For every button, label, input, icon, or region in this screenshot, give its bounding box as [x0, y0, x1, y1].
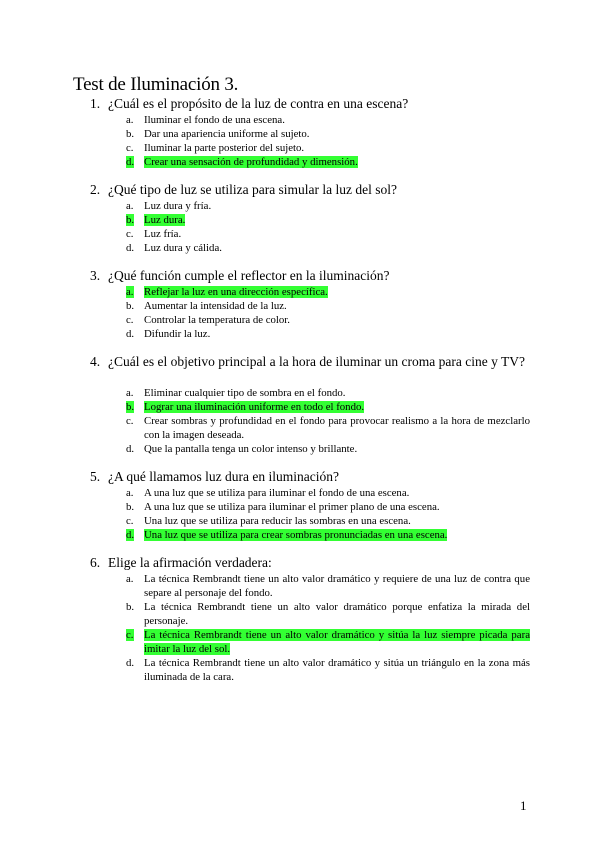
answer-options: [126, 486, 530, 542]
answer-option-2-b: [126, 213, 530, 227]
answer-option-5-a: [126, 486, 530, 500]
answer-option-4-a: [126, 386, 530, 400]
option-letter: b.: [126, 501, 135, 513]
option-letter: b.: [126, 128, 135, 140]
answer-options: [126, 199, 530, 255]
option-letter: a.: [126, 114, 134, 126]
answer-option-1-a: [126, 113, 530, 127]
answer-option-5-c: [126, 514, 530, 528]
answer-options: [126, 386, 530, 456]
option-text: Una luz que se utiliza para reducir las sombras en una escena.: [144, 515, 411, 527]
option-text: Que la pantalla tenga un color intenso y brillante.: [144, 443, 358, 455]
answer-option-1-c: [126, 141, 530, 155]
answer-option-5-d: [126, 528, 530, 542]
answer-option-6-d: [126, 656, 530, 684]
answer-option-4-d: [126, 442, 530, 456]
option-text: Controlar la temperatura de color.: [144, 314, 291, 326]
correct-answer-highlight: La técnica Rembrandt tiene un alto valor dramático y sitúa la luz siempre picada para imitar la luz del sol.: [144, 629, 530, 655]
option-text: Luz fría.: [144, 228, 182, 240]
answer-options: [126, 572, 530, 684]
answer-option-3-d: [126, 327, 530, 341]
option-letter: c.: [126, 314, 134, 326]
answer-option-5-b: [126, 500, 530, 514]
question-text: ¿Cuál es el objetivo principal a la hora de iluminar un croma para cine y TV?: [108, 354, 525, 369]
question-text: Elige la afirmación verdadera:: [108, 555, 272, 570]
option-letter: b.: [126, 300, 135, 312]
answer-option-3-b: [126, 299, 530, 313]
correct-answer-highlight: Luz dura.: [144, 214, 186, 226]
option-letter: b.: [126, 601, 135, 613]
option-text: Luz dura y fría.: [144, 200, 212, 212]
question-text: ¿Qué función cumple el reflector en la iluminación?: [108, 268, 390, 283]
correct-answer-text: [144, 213, 530, 227]
question-number: 3.: [90, 268, 101, 283]
correct-letter-highlight: b.: [126, 214, 135, 226]
question-number: 5.: [90, 469, 101, 484]
option-letter: [126, 285, 140, 299]
option-text: Aumentar la intensidad de la luz.: [144, 300, 287, 312]
question-text: ¿Qué tipo de luz se utiliza para simular la luz del sol?: [108, 182, 398, 197]
correct-letter-highlight: c.: [126, 629, 134, 641]
correct-letter-highlight: d.: [126, 156, 135, 168]
option-text: La técnica Rembrandt tiene un alto valor dramático y sitúa un triángulo en la zona más iluminada de la cara.: [144, 657, 530, 683]
option-text: Dar una apariencia uniforme al sujeto.: [144, 128, 310, 140]
correct-letter-highlight: b.: [126, 401, 135, 413]
option-letter: [126, 528, 140, 542]
correct-answer-text: [144, 285, 530, 299]
page-number: 1: [520, 798, 527, 813]
answer-option-4-c: [126, 414, 530, 442]
answer-option-1-d: [126, 155, 530, 169]
option-text: Luz dura y cálida.: [144, 242, 222, 254]
option-text: Eliminar cualquier tipo de sombra en el fondo.: [144, 387, 346, 399]
answer-options: [126, 113, 530, 169]
correct-answer-text: [144, 400, 530, 414]
answer-option-2-d: [126, 241, 530, 255]
option-text: A una luz que se utiliza para iluminar el fondo de una escena.: [144, 487, 410, 499]
option-letter: c.: [126, 142, 134, 154]
option-letter: c.: [126, 515, 134, 527]
option-text: La técnica Rembrandt tiene un alto valor dramático porque enfatiza la mirada del personaje.: [144, 601, 530, 627]
correct-answer-text: [144, 628, 530, 656]
answer-option-4-b: [126, 400, 530, 414]
correct-letter-highlight: a.: [126, 286, 134, 298]
correct-letter-highlight: d.: [126, 529, 135, 541]
answer-option-1-b: [126, 127, 530, 141]
correct-answer-text: [144, 155, 530, 169]
option-letter: [126, 400, 140, 414]
option-letter: [126, 628, 140, 642]
answer-option-6-b: [126, 600, 530, 628]
answer-option-3-a: [126, 285, 530, 299]
option-text: Difundir la luz.: [144, 328, 211, 340]
question-text: ¿A qué llamamos luz dura en iluminación?: [108, 469, 339, 484]
option-letter: d.: [126, 242, 135, 254]
option-text: Iluminar el fondo de una escena.: [144, 114, 285, 126]
option-text: Iluminar la parte posterior del sujeto.: [144, 142, 305, 154]
option-letter: [126, 155, 140, 169]
answer-option-6-a: [126, 572, 530, 600]
option-letter: [126, 213, 140, 227]
question-number: 6.: [90, 555, 101, 570]
answer-option-2-a: [126, 199, 530, 213]
option-text: La técnica Rembrandt tiene un alto valor dramático y requiere de una luz de contra que separe al personaje del fondo.: [144, 573, 530, 599]
option-letter: d.: [126, 443, 135, 455]
correct-answer-highlight: Crear una sensación de profundidad y dimensión.: [144, 156, 358, 168]
question-number: 2.: [90, 182, 101, 197]
option-letter: d.: [126, 657, 135, 669]
correct-answer-text: [144, 528, 530, 542]
question-text: ¿Cuál es el propósito de la luz de contra en una escena?: [108, 96, 409, 111]
correct-answer-highlight: Lograr una iluminación uniforme en todo el fondo.: [144, 401, 365, 413]
option-text: A una luz que se utiliza para iluminar el primer plano de una escena.: [144, 501, 440, 513]
option-text: Crear sombras y profundidad en el fondo para provocar realismo a la hora de mezclarlo con la imagen deseada.: [144, 415, 530, 441]
answer-option-2-c: [126, 227, 530, 241]
option-letter: a.: [126, 487, 134, 499]
question-number: 4.: [90, 354, 101, 369]
answer-option-6-c: [126, 628, 530, 656]
document-title: Test de Iluminación 3.: [73, 74, 239, 95]
option-letter: c.: [126, 228, 134, 240]
correct-answer-highlight: Reflejar la luz en una dirección específica.: [144, 286, 328, 298]
answer-options: [126, 285, 530, 341]
option-letter: a.: [126, 387, 134, 399]
option-letter: a.: [126, 573, 134, 585]
answer-option-3-c: [126, 313, 530, 327]
correct-answer-highlight: Una luz que se utiliza para crear sombras pronunciadas en una escena.: [144, 529, 448, 541]
option-letter: a.: [126, 200, 134, 212]
option-letter: c.: [126, 415, 134, 427]
option-letter: d.: [126, 328, 135, 340]
question-number: 1.: [90, 96, 101, 111]
